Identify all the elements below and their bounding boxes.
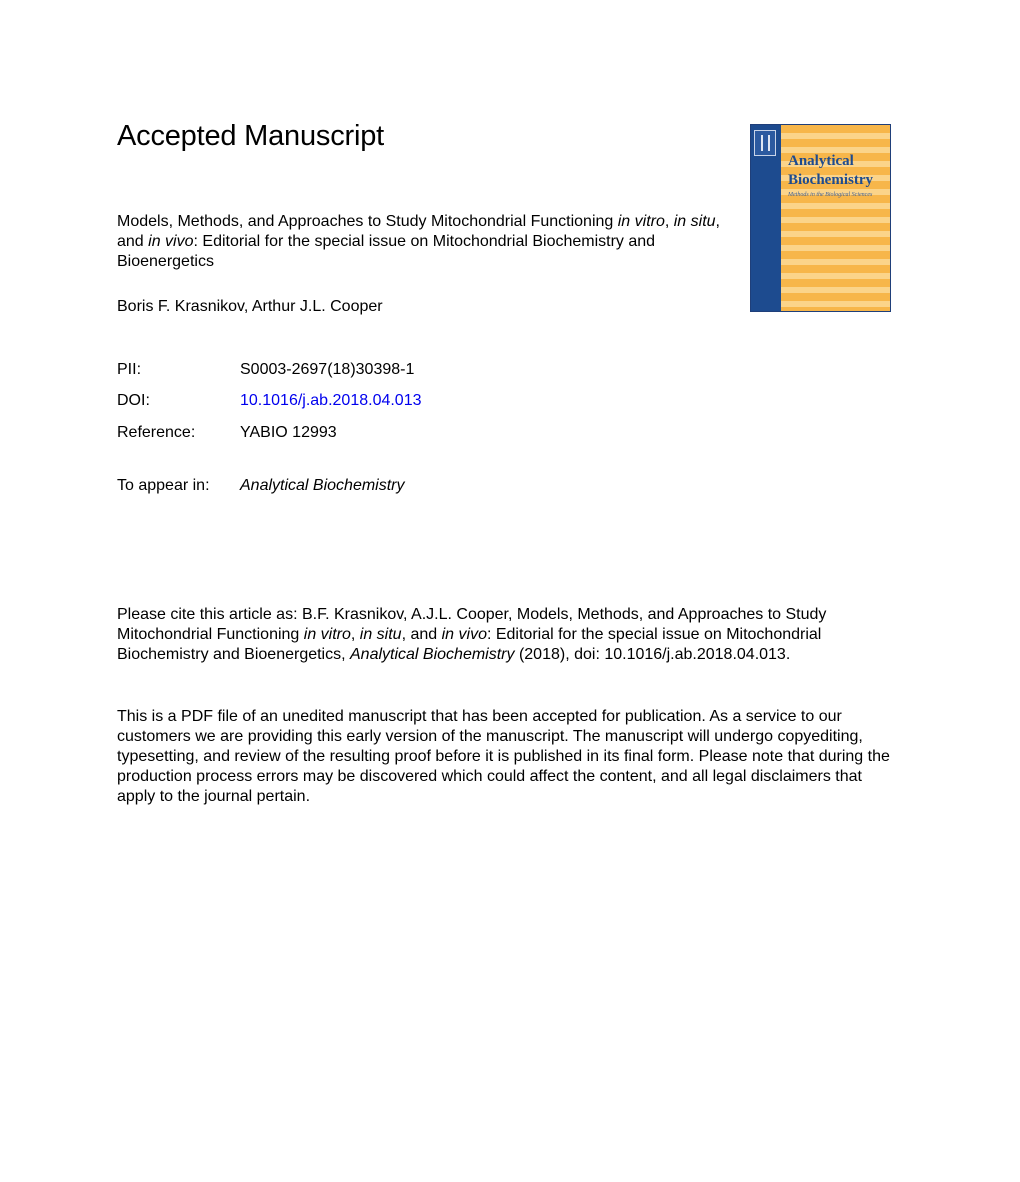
cite-in-situ: in situ <box>359 626 402 643</box>
journal-cover-image <box>750 124 891 312</box>
article-title <box>117 212 727 272</box>
publisher-logo-icon <box>754 130 776 156</box>
cite-in-vivo: in vivo <box>441 626 487 643</box>
appear-label: To appear in: <box>117 477 210 494</box>
cite-part3: (2018), doi: 10.1016/j.ab.2018.04.013. <box>514 646 791 663</box>
title-part1: Models, Methods, and Approaches to Study Mitochondrial Functioning <box>117 213 618 230</box>
manuscript-heading: Accepted Manuscript <box>117 120 384 152</box>
reference-value: YABIO 12993 <box>240 424 337 441</box>
cite-comma: , <box>350 626 360 643</box>
reference-label: Reference: <box>117 424 196 441</box>
title-in-vitro: in vitro <box>617 213 665 230</box>
citation-text <box>117 605 877 665</box>
title-and: , and <box>117 213 720 250</box>
cover-subtitle: Methods in the Biological Sciences <box>788 192 873 198</box>
cite-and: , and <box>401 626 442 643</box>
title-in-situ: in situ <box>673 213 716 230</box>
disclaimer-text: This is a PDF file of an unedited manuscript that has been accepted for publication. As a service to our customers we are providing this early version of the manuscript. The manuscript will undergo copyediting, typesetting, and review of the resulting proof before it is published in its final form. Please note that during the production process errors may be discovered which could affect the content, and all legal disclaimers that apply to the journal pertain. <box>117 708 890 805</box>
cite-part1: Please cite this article as: B.F. Krasnikov, A.J.L. Cooper, Models, Methods, and Approaches to Study Mitochondrial Functioning <box>117 606 827 643</box>
title-in-vivo: in vivo <box>148 233 194 250</box>
title-comma: , <box>664 213 674 230</box>
cover-title <box>788 152 891 190</box>
cite-part2: : Editorial for the special issue on Mitochondrial Biochemistry and Bioenergetics, <box>117 626 822 663</box>
doi-link[interactable]: 10.1016/j.ab.2018.04.013 <box>240 392 422 409</box>
pii-label: PII: <box>117 361 142 378</box>
cover-title-line1: Analytical <box>788 153 854 169</box>
pii-value: S0003-2697(18)30398-1 <box>240 361 415 378</box>
doi-label: DOI: <box>117 392 150 409</box>
cover-title-line2: Biochemistry <box>788 172 873 188</box>
cite-journal: Analytical Biochemistry <box>350 646 515 663</box>
cite-in-vitro: in vitro <box>303 626 351 643</box>
appear-journal: Analytical Biochemistry <box>240 477 405 494</box>
authors: Boris F. Krasnikov, Arthur J.L. Cooper <box>117 298 383 315</box>
title-part2: : Editorial for the special issue on Mitochondrial Biochemistry and Bioenergetics <box>117 233 656 270</box>
